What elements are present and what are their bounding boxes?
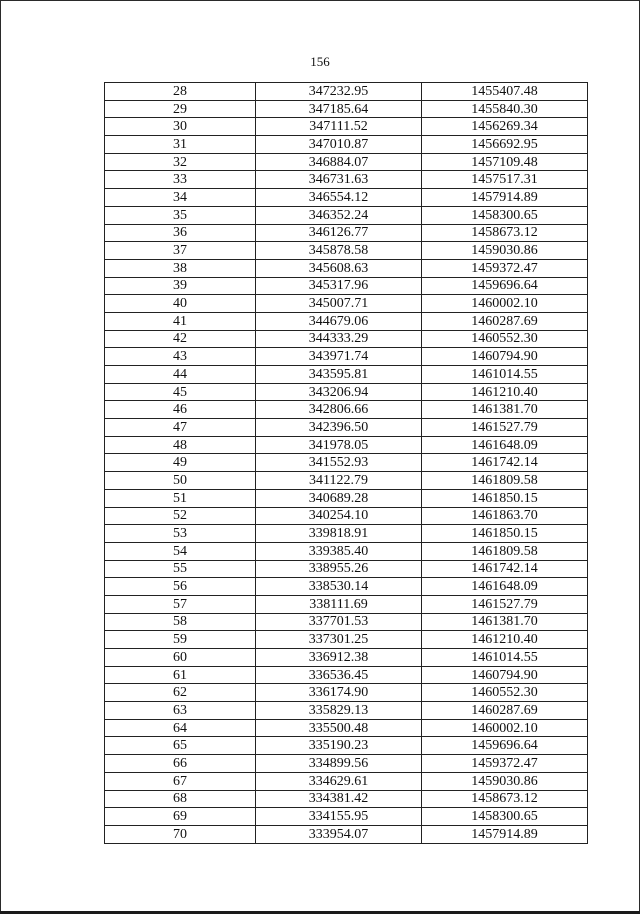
table-row: [105, 684, 588, 702]
y-coordinate-cell: 1461381.70: [422, 613, 588, 631]
y-coordinate-cell: 1458300.65: [422, 808, 588, 826]
point-number-cell: 37: [105, 242, 256, 260]
y-coordinate-cell: 1456692.95: [422, 136, 588, 154]
y-coordinate-cell: 1460794.90: [422, 666, 588, 684]
x-coordinate-cell: 347185.64: [256, 100, 422, 118]
y-coordinate-cell: 1460287.69: [422, 702, 588, 720]
y-coordinate-cell: 1460552.30: [422, 330, 588, 348]
y-coordinate-cell: 1461742.14: [422, 454, 588, 472]
page-number: 156: [310, 54, 330, 69]
x-coordinate-cell: 337301.25: [256, 631, 422, 649]
x-coordinate-cell: 333954.07: [256, 825, 422, 843]
point-number-cell: 49: [105, 454, 256, 472]
y-coordinate-cell: 1461014.55: [422, 366, 588, 384]
point-number-cell: 48: [105, 436, 256, 454]
y-coordinate-cell: 1458673.12: [422, 790, 588, 808]
y-coordinate-cell: 1455840.30: [422, 100, 588, 118]
table-row: [105, 153, 588, 171]
table-row: [105, 542, 588, 560]
y-coordinate-cell: 1459372.47: [422, 755, 588, 773]
point-number-cell: 36: [105, 224, 256, 242]
table-row: [105, 330, 588, 348]
y-coordinate-cell: 1461742.14: [422, 560, 588, 578]
point-number-cell: 42: [105, 330, 256, 348]
x-coordinate-cell: 343595.81: [256, 366, 422, 384]
x-coordinate-cell: 343206.94: [256, 383, 422, 401]
y-coordinate-cell: 1461210.40: [422, 631, 588, 649]
point-number-cell: 67: [105, 772, 256, 790]
table-row: [105, 118, 588, 136]
x-coordinate-cell: 338530.14: [256, 578, 422, 596]
x-coordinate-cell: 335190.23: [256, 737, 422, 755]
x-coordinate-cell: 345608.63: [256, 259, 422, 277]
point-number-cell: 47: [105, 419, 256, 437]
table-row: [105, 772, 588, 790]
table-row: [105, 595, 588, 613]
table-row: [105, 825, 588, 843]
table-row: [105, 259, 588, 277]
table-row: [105, 560, 588, 578]
x-coordinate-cell: 345007.71: [256, 295, 422, 313]
y-coordinate-cell: 1461527.79: [422, 419, 588, 437]
table-row: [105, 578, 588, 596]
y-coordinate-cell: 1461648.09: [422, 578, 588, 596]
y-coordinate-cell: 1461527.79: [422, 595, 588, 613]
y-coordinate-cell: 1461014.55: [422, 649, 588, 667]
x-coordinate-cell: 339385.40: [256, 542, 422, 560]
table-row: [105, 100, 588, 118]
table-row: [105, 348, 588, 366]
x-coordinate-cell: 346554.12: [256, 189, 422, 207]
point-number-cell: 33: [105, 171, 256, 189]
table-row: [105, 755, 588, 773]
point-number-cell: 62: [105, 684, 256, 702]
point-number-cell: 30: [105, 118, 256, 136]
table-row: [105, 366, 588, 384]
point-number-cell: 60: [105, 649, 256, 667]
point-number-cell: 43: [105, 348, 256, 366]
table-row: [105, 436, 588, 454]
x-coordinate-cell: 334629.61: [256, 772, 422, 790]
x-coordinate-cell: 335829.13: [256, 702, 422, 720]
table-row: [105, 507, 588, 525]
table-row: [105, 719, 588, 737]
y-coordinate-cell: 1459372.47: [422, 259, 588, 277]
y-coordinate-cell: 1460794.90: [422, 348, 588, 366]
y-coordinate-cell: 1461809.58: [422, 542, 588, 560]
point-number-cell: 63: [105, 702, 256, 720]
table-row: [105, 419, 588, 437]
x-coordinate-cell: 347232.95: [256, 83, 422, 101]
table-row: [105, 737, 588, 755]
x-coordinate-cell: 340689.28: [256, 489, 422, 507]
x-coordinate-cell: 343971.74: [256, 348, 422, 366]
point-number-cell: 50: [105, 472, 256, 490]
table-row: [105, 401, 588, 419]
x-coordinate-cell: 344679.06: [256, 312, 422, 330]
table-row: [105, 525, 588, 543]
x-coordinate-cell: 341978.05: [256, 436, 422, 454]
y-coordinate-cell: 1458673.12: [422, 224, 588, 242]
table-row: [105, 454, 588, 472]
y-coordinate-cell: 1461381.70: [422, 401, 588, 419]
table-row: [105, 136, 588, 154]
table-row: [105, 224, 588, 242]
point-number-cell: 58: [105, 613, 256, 631]
point-number-cell: 44: [105, 366, 256, 384]
x-coordinate-cell: 337701.53: [256, 613, 422, 631]
point-number-cell: 53: [105, 525, 256, 543]
point-number-cell: 57: [105, 595, 256, 613]
point-number-cell: 68: [105, 790, 256, 808]
table-row: [105, 295, 588, 313]
table-row: [105, 631, 588, 649]
x-coordinate-cell: 346731.63: [256, 171, 422, 189]
y-coordinate-cell: 1459696.64: [422, 737, 588, 755]
point-number-cell: 52: [105, 507, 256, 525]
y-coordinate-cell: 1458300.65: [422, 206, 588, 224]
point-number-cell: 32: [105, 153, 256, 171]
y-coordinate-cell: 1461850.15: [422, 489, 588, 507]
x-coordinate-cell: 334381.42: [256, 790, 422, 808]
x-coordinate-cell: 341122.79: [256, 472, 422, 490]
point-number-cell: 39: [105, 277, 256, 295]
x-coordinate-cell: 342806.66: [256, 401, 422, 419]
table-row: [105, 489, 588, 507]
x-coordinate-cell: 336536.45: [256, 666, 422, 684]
point-number-cell: 54: [105, 542, 256, 560]
y-coordinate-cell: 1460287.69: [422, 312, 588, 330]
y-coordinate-cell: 1461863.70: [422, 507, 588, 525]
point-number-cell: 28: [105, 83, 256, 101]
table-row: [105, 171, 588, 189]
point-number-cell: 56: [105, 578, 256, 596]
table-row: [105, 206, 588, 224]
x-coordinate-cell: 345878.58: [256, 242, 422, 260]
table-row: [105, 613, 588, 631]
point-number-cell: 38: [105, 259, 256, 277]
y-coordinate-cell: 1459030.86: [422, 772, 588, 790]
x-coordinate-cell: 342396.50: [256, 419, 422, 437]
point-number-cell: 59: [105, 631, 256, 649]
x-coordinate-cell: 346884.07: [256, 153, 422, 171]
y-coordinate-cell: 1456269.34: [422, 118, 588, 136]
y-coordinate-cell: 1457914.89: [422, 825, 588, 843]
x-coordinate-cell: 338955.26: [256, 560, 422, 578]
table-row: [105, 277, 588, 295]
x-coordinate-cell: 346352.24: [256, 206, 422, 224]
x-coordinate-cell: 338111.69: [256, 595, 422, 613]
y-coordinate-cell: 1455407.48: [422, 83, 588, 101]
point-number-cell: 34: [105, 189, 256, 207]
point-number-cell: 40: [105, 295, 256, 313]
x-coordinate-cell: 345317.96: [256, 277, 422, 295]
table-row: [105, 83, 588, 101]
point-number-cell: 66: [105, 755, 256, 773]
x-coordinate-cell: 347010.87: [256, 136, 422, 154]
x-coordinate-cell: 339818.91: [256, 525, 422, 543]
table-row: [105, 666, 588, 684]
x-coordinate-cell: 334899.56: [256, 755, 422, 773]
point-number-cell: 35: [105, 206, 256, 224]
point-number-cell: 51: [105, 489, 256, 507]
point-number-cell: 70: [105, 825, 256, 843]
coordinates-table: [104, 82, 588, 844]
table-row: [105, 702, 588, 720]
table-row: [105, 312, 588, 330]
y-coordinate-cell: 1457914.89: [422, 189, 588, 207]
x-coordinate-cell: 341552.93: [256, 454, 422, 472]
y-coordinate-cell: 1461850.15: [422, 525, 588, 543]
y-coordinate-cell: 1461648.09: [422, 436, 588, 454]
x-coordinate-cell: 334155.95: [256, 808, 422, 826]
point-number-cell: 31: [105, 136, 256, 154]
table-row: [105, 242, 588, 260]
point-number-cell: 65: [105, 737, 256, 755]
point-number-cell: 41: [105, 312, 256, 330]
table-row: [105, 189, 588, 207]
point-number-cell: 45: [105, 383, 256, 401]
table-row: [105, 472, 588, 490]
point-number-cell: 64: [105, 719, 256, 737]
y-coordinate-cell: 1457109.48: [422, 153, 588, 171]
y-coordinate-cell: 1460002.10: [422, 719, 588, 737]
table-row: [105, 383, 588, 401]
y-coordinate-cell: 1460552.30: [422, 684, 588, 702]
table-row: [105, 790, 588, 808]
point-number-cell: 46: [105, 401, 256, 419]
point-number-cell: 61: [105, 666, 256, 684]
table-row: [105, 649, 588, 667]
x-coordinate-cell: 336912.38: [256, 649, 422, 667]
x-coordinate-cell: 340254.10: [256, 507, 422, 525]
y-coordinate-cell: 1461210.40: [422, 383, 588, 401]
x-coordinate-cell: 346126.77: [256, 224, 422, 242]
x-coordinate-cell: 344333.29: [256, 330, 422, 348]
point-number-cell: 29: [105, 100, 256, 118]
point-number-cell: 69: [105, 808, 256, 826]
y-coordinate-cell: 1457517.31: [422, 171, 588, 189]
y-coordinate-cell: 1459030.86: [422, 242, 588, 260]
x-coordinate-cell: 347111.52: [256, 118, 422, 136]
x-coordinate-cell: 335500.48: [256, 719, 422, 737]
y-coordinate-cell: 1461809.58: [422, 472, 588, 490]
y-coordinate-cell: 1459696.64: [422, 277, 588, 295]
coordinates-table-body: [105, 83, 588, 844]
table-row: [105, 808, 588, 826]
x-coordinate-cell: 336174.90: [256, 684, 422, 702]
y-coordinate-cell: 1460002.10: [422, 295, 588, 313]
point-number-cell: 55: [105, 560, 256, 578]
